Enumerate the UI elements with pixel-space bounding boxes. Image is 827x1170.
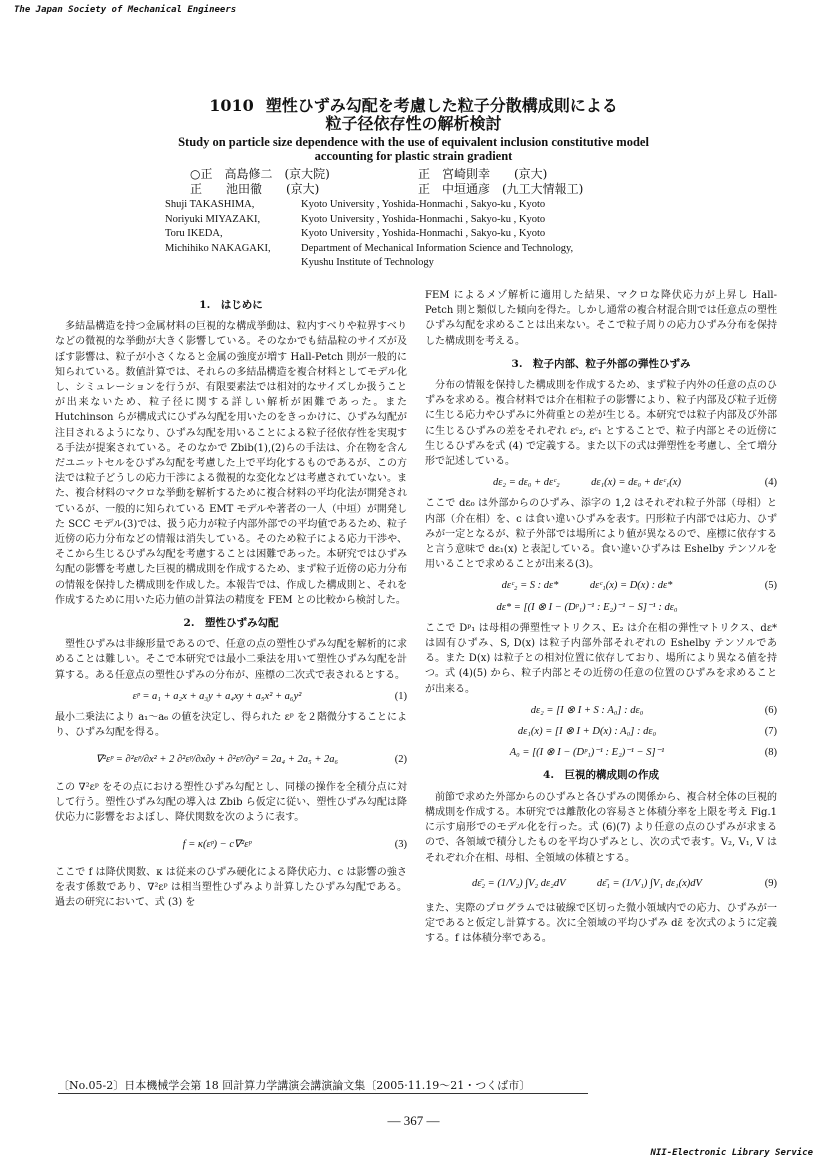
left-column: [55, 290, 407, 910]
equation-8-body: A₀ = [(I ⊗ I − (Dᵖ₁)⁻¹ : E₂)⁻¹ − S]⁻¹: [509, 747, 665, 759]
title-jp-line2: 粒子径依存性の解析検討: [325, 114, 502, 133]
right-intro-paragraph: FEM によるメゾ解析に適用した結果、マクロな降伏応力が上昇し Hall-Petch 則と類似した傾向を得た。しかし通常の複合材混合則では任意点の塑性ひずみ勾配を求めることは出来ない。そこで粒子周りの応力ひずみ分布を保持した構成則を考える。: [425, 290, 777, 347]
equation-8: [425, 745, 777, 760]
section-4-paragraph-1: 前節で求めた外部からのひずみと各ひずみの関係から、複合材全体の巨視的構成則を作成する。本研究では離散化の容易さと体積分率を上限を考え Fig.1 に示す扇形でのモデル化を行った。式 (6)(7) より任意の点のひずみが求まるので、各領域で積分したものを平均ひずみとし、次の式で表す。V₂, V₁, V はそれぞれ介在相、母相、全領域の体積とする。: [425, 791, 777, 864]
author-jp-1: ○正 高島修二 (京大院): [190, 167, 330, 181]
equation-2-body: ∇²εᵖ = ∂²εᵖ/∂x² + 2 ∂²εᵖ/∂x∂y + ∂²εᵖ/∂y² = 2a₄ + 2a₅ + 2a₆: [95, 754, 339, 766]
equation-2: [55, 752, 407, 767]
affiliation-row: [165, 198, 665, 213]
equation-6-number: (6): [764, 704, 777, 716]
title-en-line2: accounting for plastic strain gradient: [314, 149, 513, 163]
affiliation-org: Kyoto University , Yoshida-Honmachi , Sakyo-ku , Kyoto: [301, 213, 546, 225]
title-jp-line1: [0, 96, 827, 115]
section-2-paragraph-4: ここで f は降伏関数、κ は従来のひずみ硬化による降伏応力、c は影響の強さを表す係数であり、∇²εᵖ は相当塑性ひずみより計算したひずみ勾配である。過去の研究において、式 (3) を: [55, 866, 407, 908]
title-jp-text1: 塑性ひずみ勾配を考慮した粒子分散構成則による: [265, 96, 618, 115]
section-2-paragraph-1: 塑性ひずみは非線形量であるので、任意の点の塑性ひずみ勾配を解析的に求めることは難しい。そこで本研究では最小二乗法を用いて塑性ひずみ勾配を計算する。ある任意点の塑性ひずみの分布が、座標の二次式で表されるとする。: [55, 639, 407, 681]
section-2-title: 2. 塑性ひずみ勾配: [183, 617, 279, 630]
equation-2-number: (2): [394, 754, 407, 766]
proceedings-footer: 〔No.05-2〕日本機械学会第 18 回計算力学講演会講演論文集〔2005·11.19〜21・つくば市〕: [58, 1079, 531, 1092]
section-3-paragraph-2: ここで dε₀ は外部からのひずみ、添字の 1,2 はそれぞれ粒子外部（母相）と内部（介在相）を、c は食い違いひずみを表す。円形粒子内部では応力、ひずみが一定となるが、粒子外部では場所により値が異なるので、座標に依存すると言う意味で dε₁(x) と表記している。食い違いひずみは Eshelby テンソルを用いることで求めることが出来る(3)。: [425, 498, 777, 571]
affiliation-row: [165, 256, 665, 271]
equation-1-number: (1): [394, 690, 407, 702]
affiliation-row: [165, 213, 665, 228]
title-en-line1: Study on particle size dependence with the use of equivalent inclusion constitutive model: [178, 135, 649, 149]
equation-5b-body: dε* = [(I ⊗ I − (Dᵖ₁)⁻¹ : E₂)⁻¹ − S]⁻¹ : dε₀: [496, 601, 678, 613]
equation-5-body: dεᶜ₂ = S : dε* dεᶜ₁(x) = D(x) : dε*: [501, 580, 673, 592]
section-1-title: 1. はじめに: [199, 299, 263, 311]
equation-7-number: (7): [764, 726, 777, 738]
affiliation-name: Toru IKEDA,: [165, 228, 223, 239]
equation-4-number: (4): [764, 477, 777, 489]
equation-8-number: (8): [764, 747, 777, 759]
equation-9-number: (9): [764, 877, 777, 889]
library-footer: NII-Electronic Library Service: [650, 1148, 813, 1158]
equation-7-body: dε₁(x) = [I ⊗ I + D(x) : A₀] : dε₀: [517, 726, 657, 738]
affiliation-name: Michihiko NAKAGAKI,: [165, 242, 271, 254]
section-3-title: 3. 粒子内部、粒子外部の弾性ひずみ: [511, 357, 691, 370]
equation-5-number: (5): [764, 580, 777, 592]
section-1-paragraph: 多結晶構造を持つ金属材料の巨視的な構成挙動は、粒内すべりや粒界すべりなどの微視的な挙動が大きく影響している。そのなかでも結晶粒のサイズが及ぼす影響は、粒子が小さくなると金属の強度が増す Hall-Petch 則が一般的に知られている。数値計算では、それらの多結晶構造を複合材料としてモデル化し、シミュレーションを行うが、有限要素法では相対的なサイズしか扱うことが出来ないため、粒子径に関する詳しい解析が困難であった。また Hutchinson らが構成式にひずみ勾配を用いたのをきっかけに、ひずみ勾配が注目されるようになり、ひずみ勾配を用いることによる粒子径依存性を実現する手法が提案されている。そのなかで Zbib(1),(2)らの手法は、介在物を含んだユニットセルをひずみ勾配を考慮した上で平均化するものであるが、この方法では粒子どうしの応力干渉による微視的な変化などは考慮されていない。また、複合材料のマクロな挙動を解析するために複合材料の平均化法が開発されているが、一般的に知られている EMT モデルや著者の一人（中垣）が開発した SCC モデル(3)では、扱う応力が粒子内部外部での平均値であるため、粒子近傍の応力分布などの情報は消失している。そのため粒子による応力干渉や、そこから生じるひずみ勾配を考慮することは困難であった。本研究ではひずみ勾配の影響を考慮した巨視的構成則を作成するため、まず粒子近傍の応力分布の情報を保持した構成則を作成した。本報告では、作成した構成則と、それを作成するために用いた応力値の計算法の精度を FEM との比較から検討した。: [55, 321, 407, 606]
equation-4-body: dε₂ = dε₀ + dεᶜ₂ dε₁(x) = dε₀ + dεᶜ₁(x): [493, 477, 681, 489]
society-header: The Japan Society of Mechanical Engineers: [14, 5, 237, 15]
affiliation-name: [165, 256, 301, 271]
author-jp-4: 正 中垣通彦 (九工大情報工): [418, 182, 584, 196]
right-column: [425, 288, 777, 947]
section-2-paragraph-2: 最小二乗法により a₁〜a₆ の値を決定し、得られた εᵖ を２階微分することにより、ひずみ勾配を得る。: [55, 712, 407, 739]
section-3-paragraph-1: 分布の情報を保持した構成則を作成するため、まず粒子内外の任意の点のひずみを求める。複合材料では介在相粒子の影響により、粒子内部及び粒子近傍に生じる応力やひずみに外荷重との差が生じる。本研究では粒子内部及び外部に生じるひずみの差をそれぞれ εᶜ₂, εᶜ₁ とすることで、粒子内部とその近傍に生じるひずみを式 (4) で定義する。また以下の式は弾塑性を考慮し、全て増分形で記述している。: [425, 380, 777, 468]
equation-6: [425, 703, 777, 718]
equation-3-number: (3): [394, 839, 407, 851]
affiliation-org: Kyushu Institute of Technology: [301, 257, 434, 268]
section-3-paragraph-3: ここで Dᵖ₁ は母相の弾塑性マトリクス、E₂ は介在相の弾性マトリクス、dε* は固有ひずみ、S, D(x) は粒子内部外部それぞれの Eshelby テンソルである。また D(x) は粒子との相対位置に依存しており、場所により異なる値を持つ。式 (4)(5) から、粒子内部とその近傍の任意の位置のひずみを求めることが出来る。: [425, 622, 777, 695]
equation-5b: [425, 600, 777, 615]
equation-3: [55, 837, 407, 852]
equation-5: [425, 578, 777, 593]
affiliation-org: Kyoto University , Yoshida-Honmachi , Sakyo-ku , Kyoto: [301, 228, 546, 239]
affiliation-name: Shuji TAKASHIMA,: [165, 199, 255, 210]
equation-4: [425, 475, 777, 490]
affiliation-org: Department of Mechanical Information Science and Technology,: [301, 242, 574, 254]
equation-9-body: dε̄₂ = (1/V₂) ∫V₂ dε₂dV dε̄₁ = (1/V₁) ∫V₁ dε₁(x)dV: [472, 877, 702, 889]
equation-6-body: dε₂ = [I ⊗ I + S : A₀] : dε₀: [530, 704, 644, 716]
section-2-paragraph-3: この ∇²εᵖ をその点における塑性ひずみ勾配とし、同様の操作を全積分点に対して行う。塑性ひずみ勾配の導入は Zbib ら仮定に従い、塑性ひずみ勾配は降伏応力に影響をおよぼし、降伏関数を次のように表す。: [55, 781, 407, 824]
equation-7: [425, 724, 777, 739]
author-jp-3: 正 池田徹 (京大): [190, 182, 320, 196]
equation-3-body: f = κ(εᵖ) − c∇²εᵖ: [182, 839, 252, 851]
author-jp-2: 正 宮崎則幸 (京大): [418, 167, 548, 181]
equation-1-body: εᵖ = a₁ + a₂x + a₃y + a₄xy + a₅x² + a₆y²: [132, 690, 302, 702]
affiliation-row: [165, 242, 665, 257]
equation-9: [425, 876, 777, 891]
affiliation-name: Noriyuki MIYAZAKI,: [165, 213, 261, 225]
equation-1: [55, 689, 407, 704]
footer-divider: [58, 1093, 588, 1094]
affiliation-block: [165, 198, 665, 271]
page-number: ― 367 ―: [387, 1113, 440, 1128]
affiliation-row: [165, 227, 665, 242]
paper-number: 1010: [209, 96, 254, 115]
affiliation-org: Kyoto University , Yoshida-Honmachi , Sakyo-ku , Kyoto: [301, 199, 546, 210]
section-4-title: 4. 巨視的構成則の作成: [543, 769, 659, 782]
section-4-paragraph-2: また、実際のプログラムでは破線で区切った微小領域内での応力、ひずみが一定であると仮定し計算する。次に全領域の平均ひずみ dε̄ を次式のように定義する。f は体積分率である。: [425, 902, 777, 945]
